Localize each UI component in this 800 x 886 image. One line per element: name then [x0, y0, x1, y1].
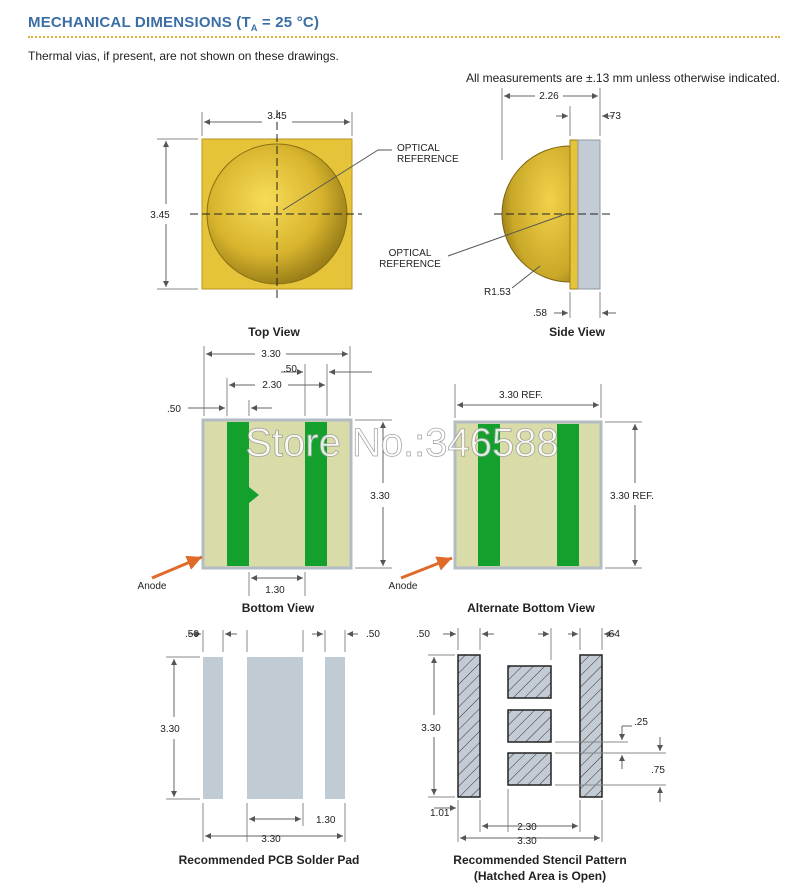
solder-pad-view: [160, 629, 380, 867]
st-gap-label: .25: [634, 717, 648, 728]
section-title: MECHANICAL DIMENSIONS ($T_A = 25$ °C): [28, 14, 320, 33]
top-view: [150, 110, 459, 339]
bottom-pad-left-label: .50: [167, 404, 181, 415]
side-base-label: .58: [533, 308, 547, 319]
sp-right-label: .50: [366, 629, 380, 640]
stencil-center-3: [508, 753, 551, 785]
bottom-anode-label: Anode: [137, 581, 167, 592]
bottom-pad-right-label: .50: [283, 364, 297, 375]
st-left-label: .50: [416, 629, 430, 640]
tolerance-note: All measurements are ±.13 mm unless otherwise indicated.: [465, 71, 780, 85]
top-width-label: 3.45: [267, 111, 287, 122]
side-optical-label-2: REFERENCE: [379, 259, 441, 270]
side-view: [379, 88, 621, 339]
stencil-center-1: [508, 666, 551, 698]
top-view-caption: Top View: [248, 325, 300, 339]
top-optical-label-1: OPTICAL: [397, 143, 440, 154]
side-optical-label-1: OPTICAL: [388, 248, 432, 259]
bottom-center-label: 1.30: [265, 585, 285, 596]
solder-pad-left: [203, 657, 223, 799]
st-height-label: 3.30: [421, 723, 441, 734]
alt-view-caption: Alternate Bottom View: [467, 601, 595, 615]
st-width-label: 3.30: [517, 836, 537, 847]
stencil-caption-1: Recommended Stencil Pattern: [453, 853, 627, 867]
bottom-height-label: 3.30: [370, 491, 390, 502]
sp-center-label: 1.30: [316, 815, 336, 826]
solder-pad-caption: Recommended PCB Solder Pad: [178, 853, 360, 867]
bottom-view: [138, 346, 392, 615]
side-radius-label: R1.53: [484, 287, 511, 298]
watermark: Store No.:346588: [245, 421, 559, 465]
solder-pad-center: [247, 657, 303, 799]
top-optical-label-2: REFERENCE: [397, 154, 459, 165]
st-offset-label: 1.01: [430, 808, 450, 819]
stencil-center-2: [508, 710, 551, 742]
side-radius-leader: [512, 266, 540, 288]
sp-height-label: 3.30: [160, 724, 180, 735]
alt-anode-label: Anode: [388, 581, 418, 592]
side-thickness-label: .73: [607, 111, 621, 122]
alt-height-label: 3.30 REF.: [610, 491, 654, 502]
sp-left-label: .50: [185, 629, 199, 640]
sp-width-label: 3.30: [261, 834, 281, 845]
bottom-view-caption: Bottom View: [241, 601, 315, 615]
alt-bottom-view: [389, 384, 654, 615]
stencil-caption-2: (Hatched Area is Open): [473, 869, 607, 883]
alt-width-label: 3.30 REF.: [499, 390, 543, 401]
st-inner-label: 2.30: [517, 822, 537, 833]
alt-anode-arrow: [401, 558, 452, 578]
side-view-caption: Side View: [549, 325, 605, 339]
bottom-anode-arrow: [152, 557, 202, 578]
stencil-view: [416, 628, 666, 883]
st-pitch-label: .75: [651, 765, 665, 776]
stencil-left: [458, 655, 480, 797]
bottom-width-label: 3.30: [261, 349, 281, 360]
st-right-label: .64: [606, 629, 620, 640]
solder-pad-right: [325, 657, 345, 799]
bottom-span-label: 2.30: [262, 380, 282, 391]
side-width-label: 2.26: [539, 91, 559, 102]
thermal-note: Thermal vias, if present, are not shown on these drawings.: [28, 49, 339, 63]
top-height-label: 3.45: [150, 210, 170, 221]
alt-pad-cathode: [557, 424, 579, 566]
stencil-right: [580, 655, 602, 797]
